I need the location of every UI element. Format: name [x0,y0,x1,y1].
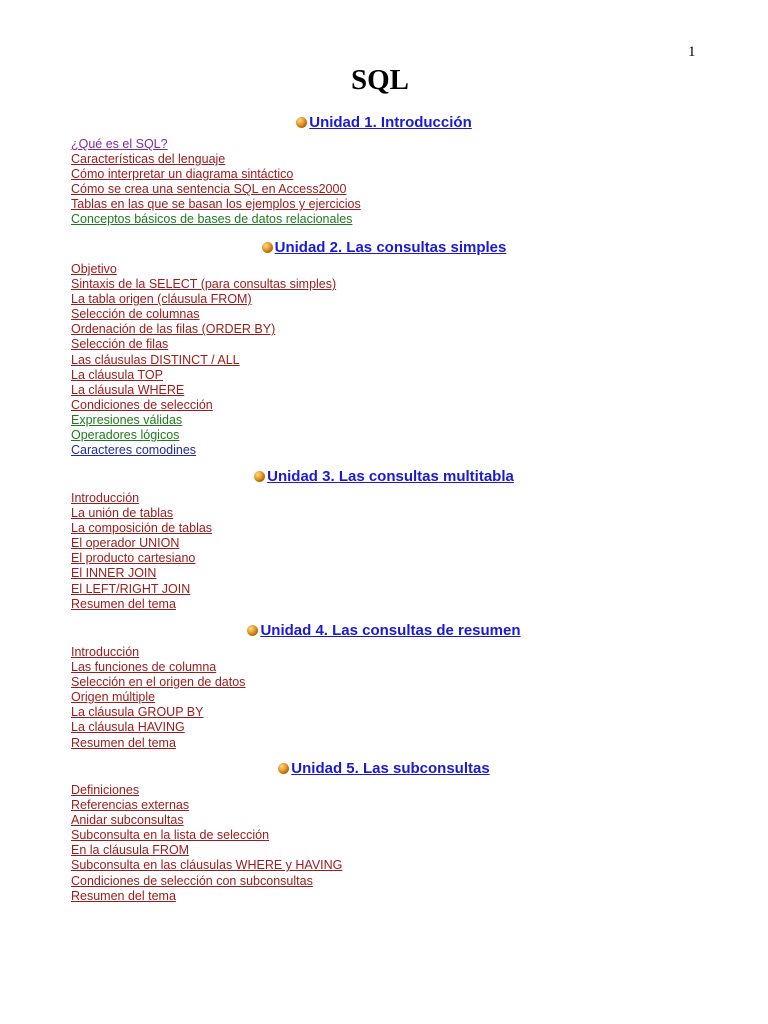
unit-title-link[interactable]: Unidad 4. Las consultas de resumen [260,622,521,639]
topic-link[interactable]: Subconsulta en las cláusulas WHERE y HAVING [71,858,343,873]
topic-link[interactable]: Características del lenguaje [71,152,226,167]
orange-ball-icon [278,763,289,774]
unit-item-list [0,262,768,458]
unit-section-3 [0,467,768,612]
topic-link[interactable]: Selección en el origen de datos [71,675,246,690]
unit-section-4 [0,621,768,751]
unit-item-list [0,783,768,904]
topic-link[interactable]: Anidar subconsultas [71,813,184,828]
topic-link[interactable]: La cláusula TOP [71,367,163,382]
unit-heading [0,113,768,133]
topic-link[interactable]: Origen múltiple [71,690,156,705]
unit-title-link[interactable]: Unidad 3. Las consultas multitabla [267,468,514,485]
orange-ball-icon [262,242,273,253]
topic-link[interactable]: Cómo se crea una sentencia SQL en Access2000 [71,182,347,197]
topic-link[interactable]: Las funciones de columna [71,660,217,675]
topic-link[interactable]: Objetivo [71,262,117,276]
orange-ball-icon [247,625,258,636]
document-title: SQL [350,64,410,96]
topic-link[interactable]: La composición de tablas [71,521,213,536]
unit-item-list [0,491,768,612]
page-number: 1 [688,44,696,60]
unit-heading [0,467,768,487]
topic-link[interactable]: El producto cartesiano [71,551,196,566]
topic-link[interactable]: Condiciones de selección [71,397,213,412]
unit-heading [0,238,768,258]
topic-link[interactable]: Resumen del tema [71,596,176,611]
unit-item-list [0,137,768,228]
topic-link[interactable]: Las cláusulas DISTINCT / ALL [71,352,240,367]
topic-link[interactable]: Introducción [71,491,140,505]
topic-link[interactable]: Subconsulta en la lista de selección [71,828,270,843]
unit-title-link[interactable]: Unidad 2. Las consultas simples [274,239,507,256]
topic-link[interactable]: Operadores lógicos [71,428,180,443]
topic-link[interactable]: El INNER JOIN [71,566,157,581]
topic-link[interactable]: ¿Qué es el SQL? [71,137,168,151]
topic-link[interactable]: Expresiones válidas [71,412,183,427]
orange-ball-icon [254,471,265,482]
topic-link[interactable]: Definiciones [71,783,140,797]
topic-link[interactable]: Selección de filas [71,337,169,352]
unit-item-list [0,645,768,751]
unit-section-1 [0,113,768,228]
topic-link[interactable]: Tablas en las que se basan los ejemplos y ejercicios [71,197,361,212]
topic-link[interactable]: La unión de tablas [71,506,174,521]
topic-link[interactable]: Cómo interpretar un diagrama sintáctico [71,167,294,182]
topic-link[interactable]: La tabla origen (cláusula FROM) [71,292,252,307]
unit-title-link[interactable]: Unidad 5. Las subconsultas [291,760,490,777]
topic-link[interactable]: Introducción [71,645,140,659]
topic-link[interactable]: La cláusula GROUP BY [71,705,204,720]
topic-link[interactable]: Resumen del tema [71,735,176,750]
topic-link[interactable]: El operador UNION [71,536,180,551]
unit-section-2 [0,238,768,458]
topic-link[interactable]: Referencias externas [71,798,190,813]
orange-ball-icon [296,117,307,128]
topic-link[interactable]: Selección de columnas [71,307,200,322]
unit-title-link[interactable]: Unidad 1. Introducción [309,114,472,131]
topic-link[interactable]: Condiciones de selección con subconsultas [71,873,313,888]
unit-section-5 [0,759,768,904]
topic-link[interactable]: La cláusula HAVING [71,720,185,735]
topic-link[interactable]: Resumen del tema [71,888,176,903]
topic-link[interactable]: Sintaxis de la SELECT (para consultas simples) [71,277,337,292]
unit-heading [0,759,768,779]
topic-link[interactable]: La cláusula WHERE [71,382,185,397]
topic-link[interactable]: Ordenación de las filas (ORDER BY) [71,322,276,337]
topic-link[interactable]: El LEFT/RIGHT JOIN [71,581,191,596]
topic-link[interactable]: En la cláusula FROM [71,843,190,858]
topic-link[interactable]: Conceptos básicos de bases de datos relacionales [71,212,353,227]
topic-link[interactable]: Caracteres comodines [71,443,197,458]
unit-heading [0,621,768,641]
